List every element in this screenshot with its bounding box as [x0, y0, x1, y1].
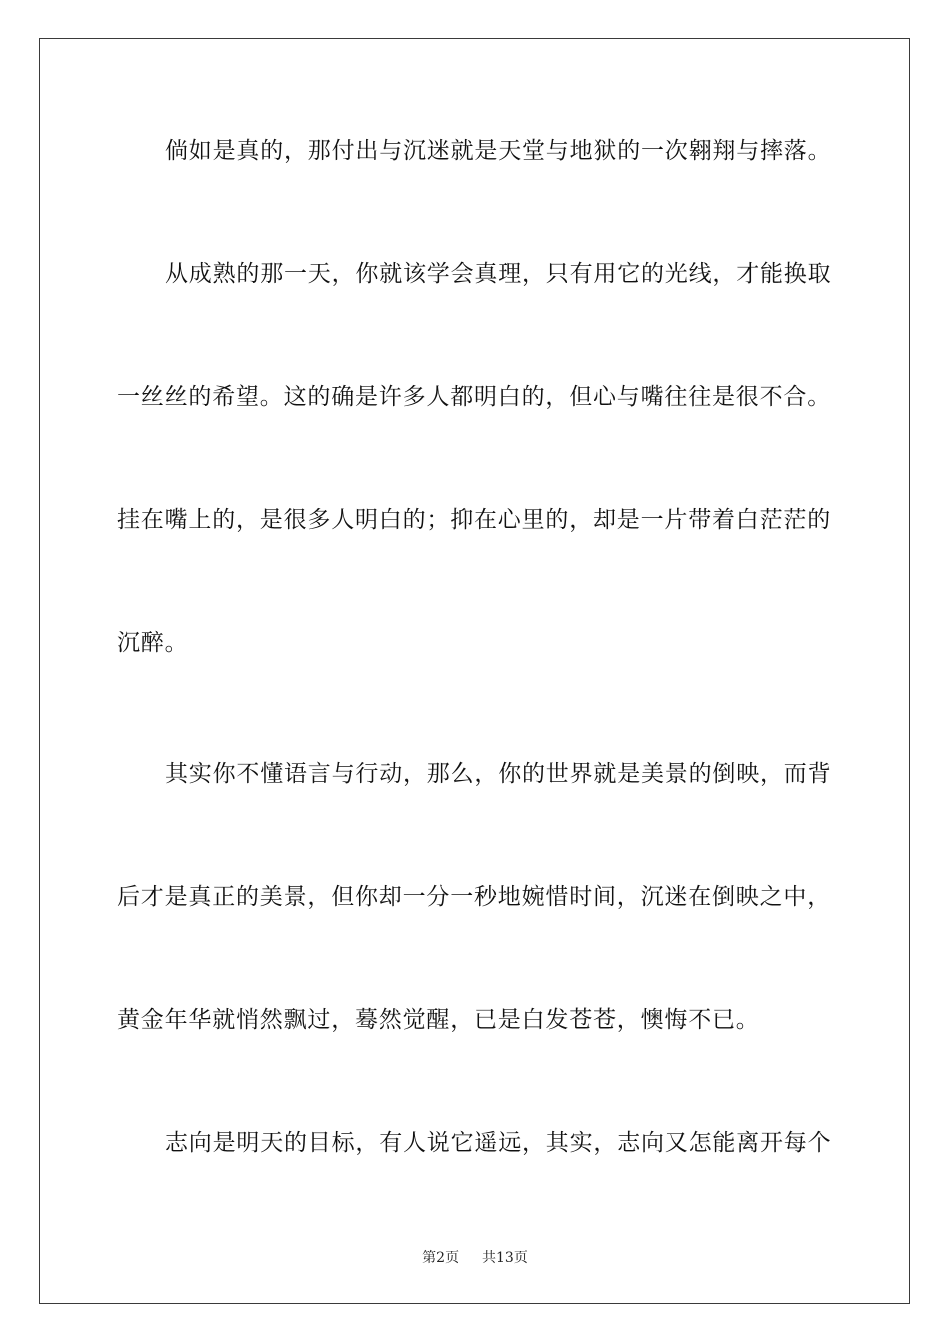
text-line: 一丝丝的希望。这的确是许多人都明白的，但心与嘴往往是很不合。 — [117, 384, 831, 410]
text-line: 黄金年华就悄然飘过，蓦然觉醒，已是白发苍苍，懊悔不已。 — [117, 1007, 760, 1033]
text-line: 其实你不懂语言与行动，那么，你的世界就是美景的倒映，而背 — [165, 761, 832, 787]
text-line: 志向是明天的目标，有人说它遥远，其实，志向又怎能离开每个 — [165, 1130, 832, 1156]
page-total: 共13页 — [482, 1250, 528, 1266]
text-line: 从成熟的那一天，你就该学会真理，只有用它的光线，才能换取 — [165, 261, 832, 287]
text-line: 挂在嘴上的，是很多人明白的；抑在心里的，却是一片带着白茫茫的 — [117, 507, 831, 533]
text-line: 倘如是真的，那付出与沉迷就是天堂与地狱的一次翱翔与摔落。 — [165, 138, 832, 164]
text-line: 后才是真正的美景，但你却一分一秒地婉惜时间，沉迷在倒映之中， — [117, 884, 831, 910]
page-border — [39, 38, 910, 1304]
page-number: 第2页 — [422, 1250, 460, 1266]
text-line: 沉醉。 — [117, 630, 189, 656]
page-footer — [0, 1247, 950, 1267]
